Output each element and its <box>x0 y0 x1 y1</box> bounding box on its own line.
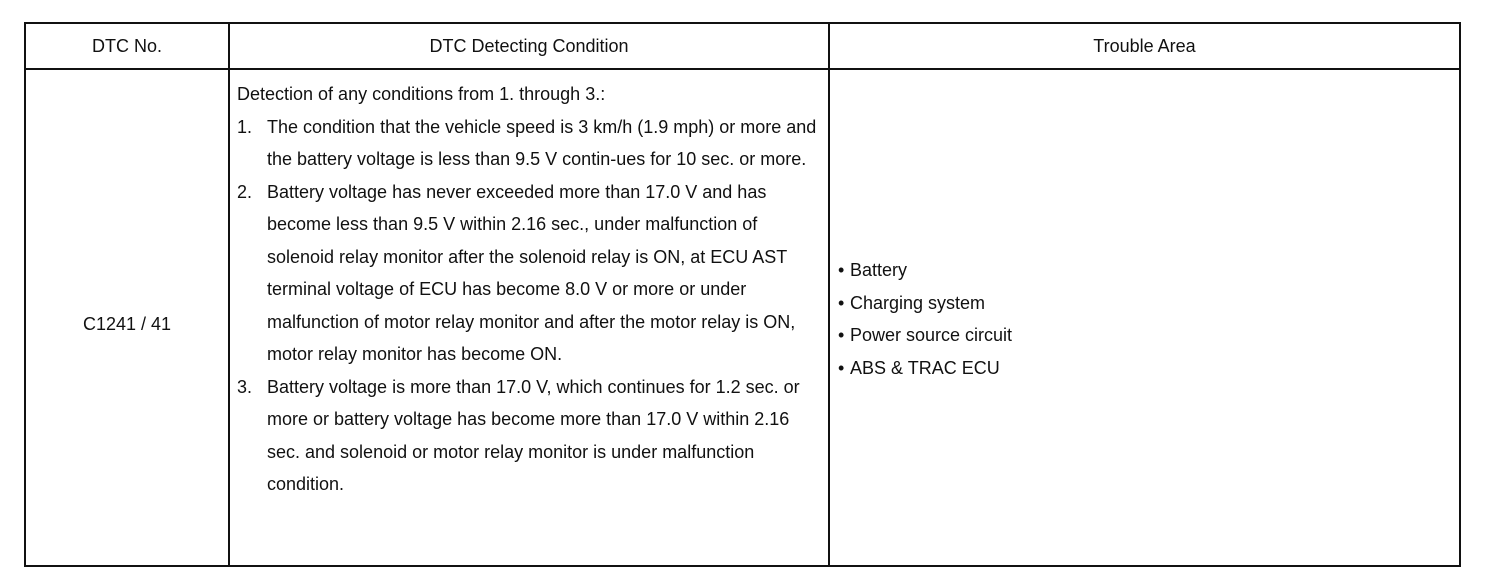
condition-item <box>237 111 827 176</box>
header-dtc-no: DTC No. <box>91 35 162 56</box>
trouble-area-item <box>838 287 1012 320</box>
condition-text: Battery voltage is more than 17.0 V, which continues for 1.2 sec. or more or battery voltage has become more than 17.0 V within 2.16 sec. and solenoid or motor relay monitor is under malfunction condition. <box>267 376 800 494</box>
bullet-icon: • <box>838 357 845 378</box>
trouble-area-item <box>838 352 1012 385</box>
trouble-area-text: Charging system <box>850 292 986 313</box>
trouble-area-cell <box>838 254 1012 384</box>
header-divider <box>26 68 1459 70</box>
trouble-area-item <box>838 319 1012 352</box>
trouble-area-text: ABS & TRAC ECU <box>850 357 1000 378</box>
dtc-table <box>24 22 1461 567</box>
condition-item <box>237 371 827 501</box>
condition-text: Battery voltage has never exceeded more than 17.0 V and has become less than 9.5 V within 2.16 sec., under malfunction of solenoid relay monitor after the solenoid relay is ON, at ECU AST terminal voltage of ECU has become 8.0 V or more or under malfunction of motor relay monitor and after the motor relay is ON, motor relay monitor has become ON. <box>267 181 796 364</box>
header-trouble-area: Trouble Area <box>1093 35 1196 56</box>
trouble-area-list <box>838 254 1012 384</box>
condition-number: 2. <box>237 181 253 202</box>
condition-intro: Detection of any conditions from 1. through 3.: <box>237 84 606 104</box>
column-divider <box>228 24 230 565</box>
detecting-condition-cell <box>237 78 827 501</box>
trouble-area-item <box>838 254 1012 287</box>
bullet-icon: • <box>838 260 845 280</box>
condition-item <box>237 176 827 371</box>
condition-number: 1. <box>237 116 253 137</box>
header-detecting-condition: DTC Detecting Condition <box>429 35 629 56</box>
trouble-area-text: Power source circuit <box>850 325 1013 345</box>
column-divider <box>828 24 830 565</box>
dtc-code-cell: C1241 / 41 <box>82 314 172 334</box>
condition-text: The condition that the vehicle speed is 3 km/h (1.9 mph) or more and the battery voltage is less than 9.5 V contin-ues for 10 sec. or more. <box>267 116 817 169</box>
condition-list <box>237 111 827 501</box>
bullet-icon: • <box>838 292 845 313</box>
condition-number: 3. <box>237 376 253 397</box>
bullet-icon: • <box>838 325 845 345</box>
trouble-area-text: Battery <box>850 260 908 280</box>
